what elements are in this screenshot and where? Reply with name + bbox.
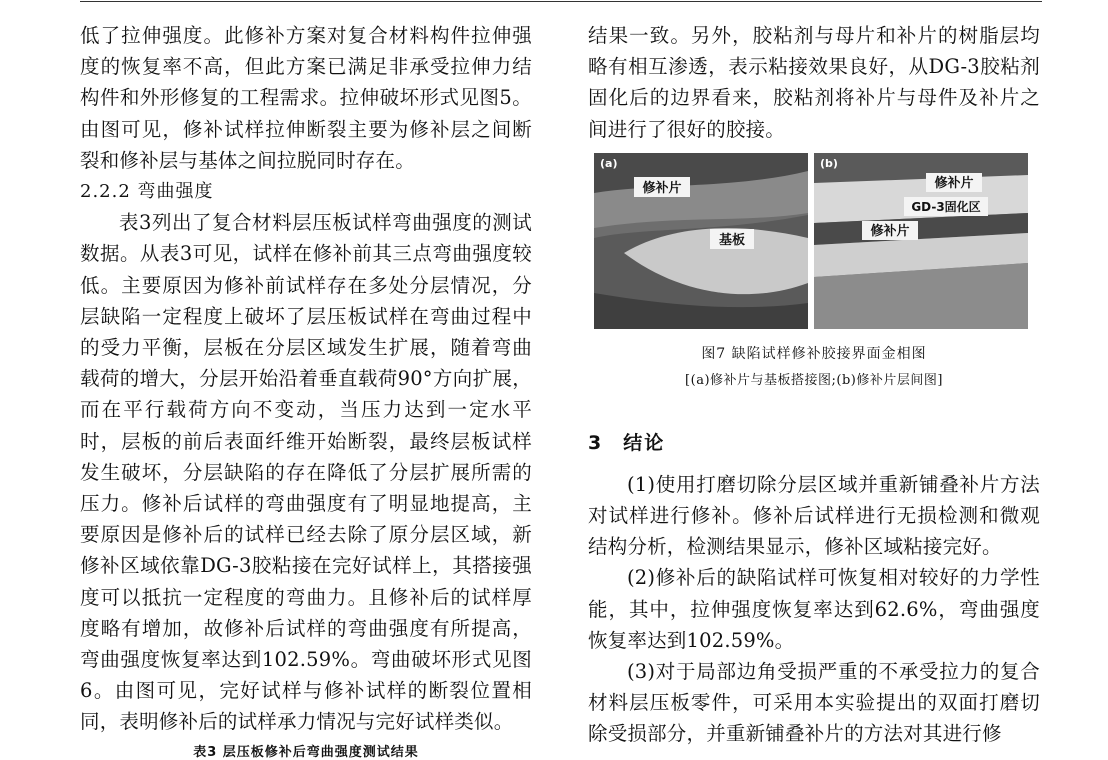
- figure-7: [594, 153, 1028, 329]
- section-heading: [588, 428, 1040, 455]
- table-caption: 表3 层压板修补后弯曲强度测试结果: [193, 744, 419, 760]
- figure-caption: 图7 缺陷试样修补胶接界面金相图: [701, 345, 927, 362]
- right-column: [588, 20, 1040, 750]
- panel-b-patch-bottom-label: 修补片: [870, 223, 910, 239]
- subsection-heading: 2.2.2 弯曲强度: [80, 181, 214, 203]
- section-number: 3: [588, 431, 604, 454]
- panel-b-tag: (b): [820, 156, 838, 170]
- left-paragraph-2: 表3列出了复合材料层压板试样弯曲强度的测试数据。从表3可见，试样在修补前其三点弯曲强度较低。主要原因为修补前试样存在多处分层情况，分层缺陷一定程度上破坏了层压板试样在弯曲过程中的受力平衡，层板在分层区域发生扩展，随着弯曲载荷的增大，分层开始沿着垂直载荷90°方向扩展，而在平行载荷方向不变动，当压力达到一定水平时，层板的前后表面纤维开始断裂，最终层板试样发生破坏，分层缺陷的存在降低了分层扩展所需的压力。修补后试样的弯曲强度有了明显地提高，主要原因是修补后的试样已经去除了原分层区域，新修补区域依靠DG-3胶粘接在完好试样上，其搭接强度可以抵抗一定程度的弯曲力。且修补后的试样厚度略有增加，故修补后试样的弯曲强度有所提高，弯曲强度恢复率达到102.59%。弯曲破坏形式见图6。由图可见，完好试样与修补试样的断裂位置相同，表明修补后的试样承力情况与完好试样类似。: [80, 211, 532, 734]
- panel-a-base-label: 基板: [718, 232, 746, 248]
- micrograph-panel-b: [814, 153, 1028, 329]
- right-paragraph-1: 结果一致。另外，胶粘剂与母片和补片的树脂层均略有相互渗透，表示粘接效果良好，从DG-3胶粘剂固化后的边界看来，胶粘剂将补片与母件及补片之间进行了很好的胶接。: [588, 24, 1040, 141]
- figure-subcaption: [(a)修补片与基板搭接图;(b)修补片层间图]: [685, 372, 943, 388]
- micrograph-panel-a: [594, 153, 808, 329]
- panel-a-tag: (a): [600, 156, 618, 170]
- section-title: 结论: [623, 431, 666, 454]
- panel-b-patch-top-label: 修补片: [934, 175, 974, 191]
- header-rule: [80, 1, 1042, 2]
- left-paragraph-1: 低了拉伸强度。此修补方案对复合材料构件拉伸强度的恢复率不高，但此方案已满足非承受拉伸力结构件和外形修复的工程需求。拉伸破坏形式见图5。由图可见，修补试样拉伸断裂主要为修补层之间断裂和修补层与基体之间拉脱同时存在。: [80, 24, 532, 172]
- left-column: [80, 20, 532, 760]
- panel-a-patch-label: 修补片: [642, 180, 682, 196]
- panel-b-zone-label: GD-3固化区: [911, 199, 981, 214]
- conclusion-1: (1)使用打磨切除分层区域并重新铺叠补片方法对试样进行修补。修补后试样进行无损检测和微观结构分析，检测结果显示，修补区域粘接完好。: [588, 472, 1040, 559]
- conclusion-3: (3)对于局部边角受损严重的不承受拉力的复合材料层压板零件，可采用本实验提出的双面打磨切除受损部分，并重新铺叠补片的方法对其进行修: [588, 660, 1040, 746]
- conclusion-2: (2)修补后的缺陷试样可恢复相对较好的力学性能，其中，拉伸强度恢复率达到62.6%，弯曲强度恢复率达到102.59%。: [588, 566, 1040, 652]
